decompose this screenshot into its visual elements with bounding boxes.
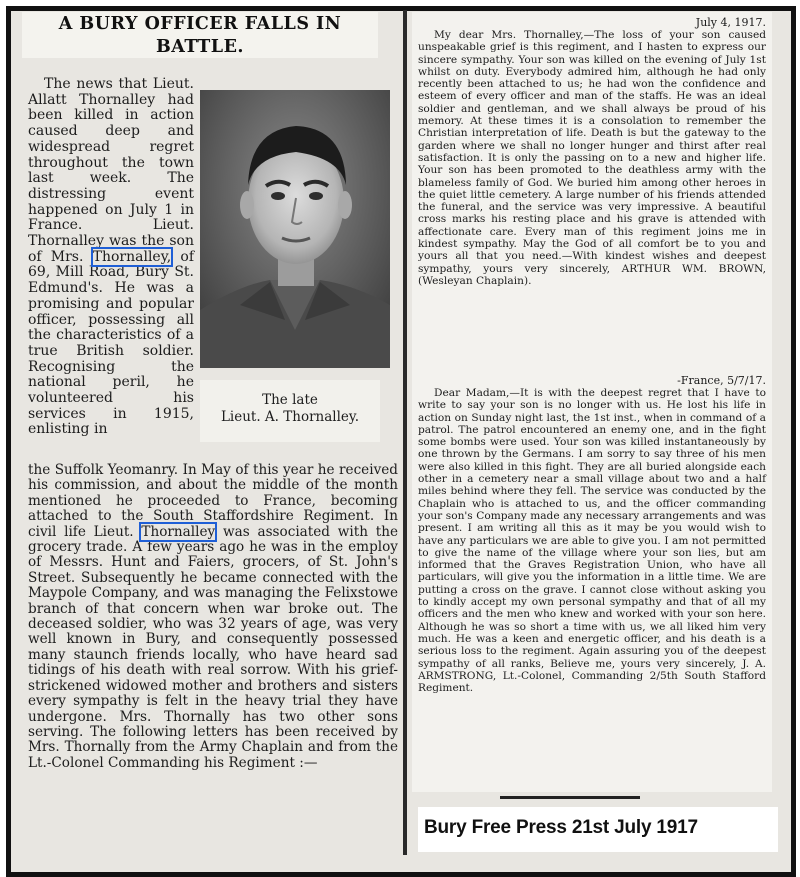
letter-2-text: Dear Madam,—It is with the deepest regret that I have to write to say your son is no longer with us. He lost his life in action on Sunday night last, the 1st inst., when in command of a patrol. The patrol encountered an enemy one, and in the fight some bombs were used. Your son was killed instantaneously by one thrown by the Germans. I am sorry to say three of his men were also killed in this fight. They are all buried alongside each other in a cemetery near a small village about two and a half miles behind where they fell. The service was conducted by the Chaplain who is attached to us, and the officer commanding your son's Company made any necessary arrangements and was present. I am writing all this as it may be you would wish to have any particulars we are able to give you. I am not permitted to give the name of the village where your son lies, but am informed that the Graves Registration Union, who have all particulars, will give you the information in a little time. We are putting a cross on the grave. I cannot close without asking you to kindly accept my own personal sympathy and that of all my officers and the men who knew and worked with your son here. Although he was so short a time with us, we all liked him very much. He was a keen and energetic officer, and his death is a serious loss to the regiment. Again assuring you of the deepest sympathy of all ranks, Believe me, yours very sincerely, — [418, 387, 766, 670]
letter-2-date: -France, 5/7/17. — [677, 374, 766, 387]
letter-1-signature: ARTHUR WM. BROWN, — [621, 262, 766, 275]
headline — [22, 12, 378, 58]
letter-1-signature-role: (Wesleyan Chaplain). — [418, 274, 532, 287]
portrait-image — [200, 90, 390, 368]
letter-2-signature-role: Lt.-Colonel, Commanding 2/5th South Stafford Regiment. — [418, 669, 766, 695]
article-paragraph-2 — [28, 463, 398, 771]
letter-1-body — [418, 29, 766, 287]
highlighted-name-2: Thornalley — [141, 523, 216, 540]
article-text-2: of 69, Mill Road, Bury St. Edmund's. He was a promising and popular officer, possessing all the characteristics of a true British soldier. Recognising the national peril, he volunteered his services in 1915, enlisting in — [28, 248, 194, 438]
colonel-letter — [412, 372, 772, 792]
article-full-column — [28, 463, 398, 771]
source-label: Bury Free Press 21st July 1917 — [424, 817, 698, 838]
article-text-4: was associated with the grocery trade. A few years ago he was in the employ of Messrs. Hunt and Faiers, grocers, of St. John's Street. Subsequently he became connected with the Maypole Company, and was managing the Felixstowe branch of that concern when war broke out. The deceased soldier, who was 32 years of age, was very well known in Bury, and consequently possessed many staunch friends locally, who have heard sad tidings of his death with real sorrow. With his grief-strickened widowed mother and brothers and sisters every sympathy is felt in the heavy trial they have undergone. Mrs. Thornally has two other sons serving. The following letters has been received by Mrs. Thornally from the Army Chaplain and from the Lt.-Colonel Commanding his Regiment :— — [28, 523, 398, 771]
article-paragraph-1 — [28, 77, 194, 438]
article-narrow-column — [28, 77, 194, 438]
caption-line-1: The late — [262, 392, 318, 408]
letter-2-body — [418, 387, 766, 694]
photo-caption — [200, 380, 380, 442]
letter-2-signature: J. A. ARMSTRONG, — [418, 657, 766, 682]
chaplain-letter — [412, 12, 772, 380]
letter-1-date: July 4, 1917. — [695, 16, 766, 29]
source-label-box — [418, 807, 778, 852]
letter-1-text: My dear Mrs. Thornalley,—The loss of your son caused unspeakable grief is this regiment, and I hasten to express our sincere sympathy. Your son was killed on the evening of July 1st whilst on duty. Everybody admired him, although he had only recently been attached to us; he had won the confidence and esteem of every officer and man of the staffs. He was an ideal soldier and gentleman, and we shall always be proud of his memory. At these times it is a consolation to remember the Christian interpretation of life. Death is but the gateway to the garden where we shall no longer hunger and thirst after real satisfaction. It is only the passing on to a new and higher life. Your son has been promoted to the deathless army with the blameless family of God. We buried him among other heroes in the quiet little cemetery. A large number of his friends attended the funeral, and the service was very impressive. A beautiful cross marks his resting place and his grave is attended with affectionate care. Every man of this regiment joins me in kindest sympathy. May the God of all comfort be to you and yours all that you need.—With kindest wishes and deepest sympathy, yours very sincerely, — [418, 29, 766, 275]
headline-line-2: BATTLE. — [155, 37, 245, 57]
caption-line-2: Lieut. A. Thornalley. — [220, 409, 360, 425]
portrait-photo — [200, 90, 390, 368]
end-rule — [500, 796, 640, 799]
highlighted-name-1: Thornalley, — [92, 248, 172, 265]
article-text-1: The news that Lieut. Allatt Thornalley had been killed in action caused deep and widespread regret throughout the town last week. The distressing event happened on July 1 in France. Lieut. Thornalley was the son of Mrs. — [28, 76, 194, 265]
article-text-3: the Suffolk Yeomanry. In May of this year he received his commission, and about the middle of the month mentioned he proceeded to France, becoming attached to the South Staffordshire Regiment. In civil life Lieut. — [28, 462, 398, 540]
headline-line-1: A BURY OFFICER FALLS IN — [58, 14, 342, 34]
column-divider — [403, 10, 407, 855]
